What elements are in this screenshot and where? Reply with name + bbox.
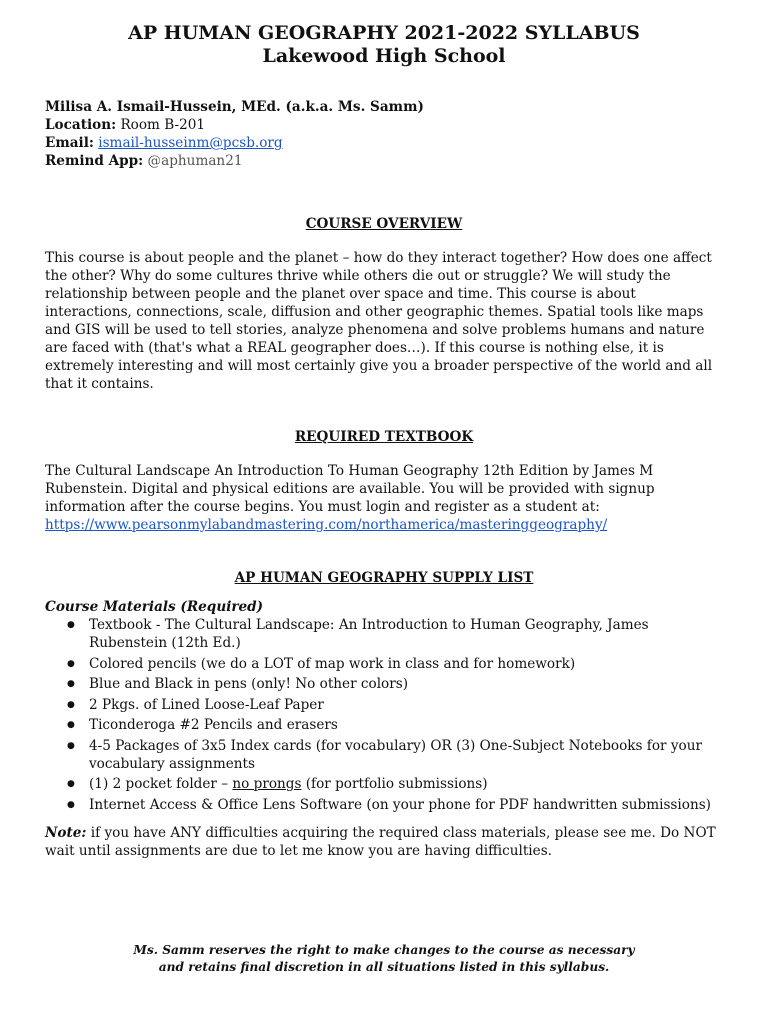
textbook-text [45, 462, 725, 534]
list-item: ● Colored pencils (we do a LOT of map work in class and for homework) [89, 655, 723, 673]
location-value: Room B-201 [116, 117, 206, 133]
location-label: Location: [45, 117, 117, 133]
folder-text-post: (for portfolio submissions) [301, 776, 488, 792]
teacher-name: Milisa A. Ismail-Hussein, MEd. (a.k.a. Ms. Samm) [45, 99, 424, 115]
textbook-url-link[interactable]: https://www.pearsonmylabandmastering.com/northamerica/masteringgeography/ [45, 517, 608, 533]
overview-text: This course is about people and the planet – how do they interact together? How does one affect the other? Why do some cultures thrive while others die out or struggle? We will study the relationship between people and the planet over space and time. This course is about interactions, connections, scale, diffusion and other geographic themes. Spatial tools like maps and GIS will be used to tell stories, analyze phenomena and solve problems humans and nature are faced with (that's what a REAL geographer does…). If this course is nothing else, it is extremely interesting and will most certainly give you a broader perspective of the world and all that it contains. [45, 250, 713, 392]
list-item: ● Ticonderoga #2 Pencils and erasers [89, 716, 723, 734]
list-item: ● Blue and Black in pens (only! No other colors) [89, 675, 723, 693]
footer-line-2: and retains final discretion in all situations listed in this syllabus. [158, 960, 610, 974]
supply-list [45, 616, 723, 814]
disclaimer-footer [0, 942, 768, 976]
folder-text-pre: (1) 2 pocket folder – [89, 776, 233, 792]
folder-text-underline: no prongs [232, 776, 302, 792]
materials-subheading: Course Materials (Required) [45, 599, 264, 615]
remind-label: Remind App: [45, 153, 144, 169]
list-item: ● 4-5 Packages of 3x5 Index cards (for vocabulary) OR (3) One-Subject Notebooks for your vocabulary assignments [89, 737, 723, 773]
remind-value: @aphuman21 [147, 153, 243, 169]
document-title: AP HUMAN GEOGRAPHY 2021-2022 SYLLABUS [128, 22, 640, 44]
list-item: ● Internet Access & Office Lens Software (on your phone for PDF handwritten submissions) [89, 796, 723, 814]
email-link[interactable]: ismail-husseinm@pcsb.org [98, 135, 283, 151]
textbook-description: The Cultural Landscape An Introduction To Human Geography 12th Edition by James M Rubenstein. Digital and physical editions are available. You will be provided with signup information after the course begins. You must login and register as a student at: [45, 463, 655, 515]
textbook-heading: REQUIRED TEXTBOOK [294, 429, 474, 445]
teacher-info [45, 98, 768, 170]
overview-heading: COURSE OVERVIEW [305, 216, 463, 232]
note-label: Note: [45, 824, 87, 841]
school-name: Lakewood High School [262, 45, 506, 67]
list-item [89, 775, 723, 793]
email-label: Email: [45, 135, 94, 151]
note-paragraph [45, 824, 725, 860]
list-item: ● Textbook - The Cultural Landscape: An Introduction to Human Geography, James Rubenstein (12th Ed.) [89, 616, 723, 652]
note-text: if you have ANY difficulties acquiring the required class materials, please see me. Do NOT wait until assignments are due to let me know you are having difficulties. [45, 824, 716, 859]
footer-line-1: Ms. Samm reserves the right to make changes to the course as necessary [133, 943, 635, 957]
list-item: ● 2 Pkgs. of Lined Loose-Leaf Paper [89, 696, 723, 714]
supply-heading: AP HUMAN GEOGRAPHY SUPPLY LIST [234, 570, 534, 586]
